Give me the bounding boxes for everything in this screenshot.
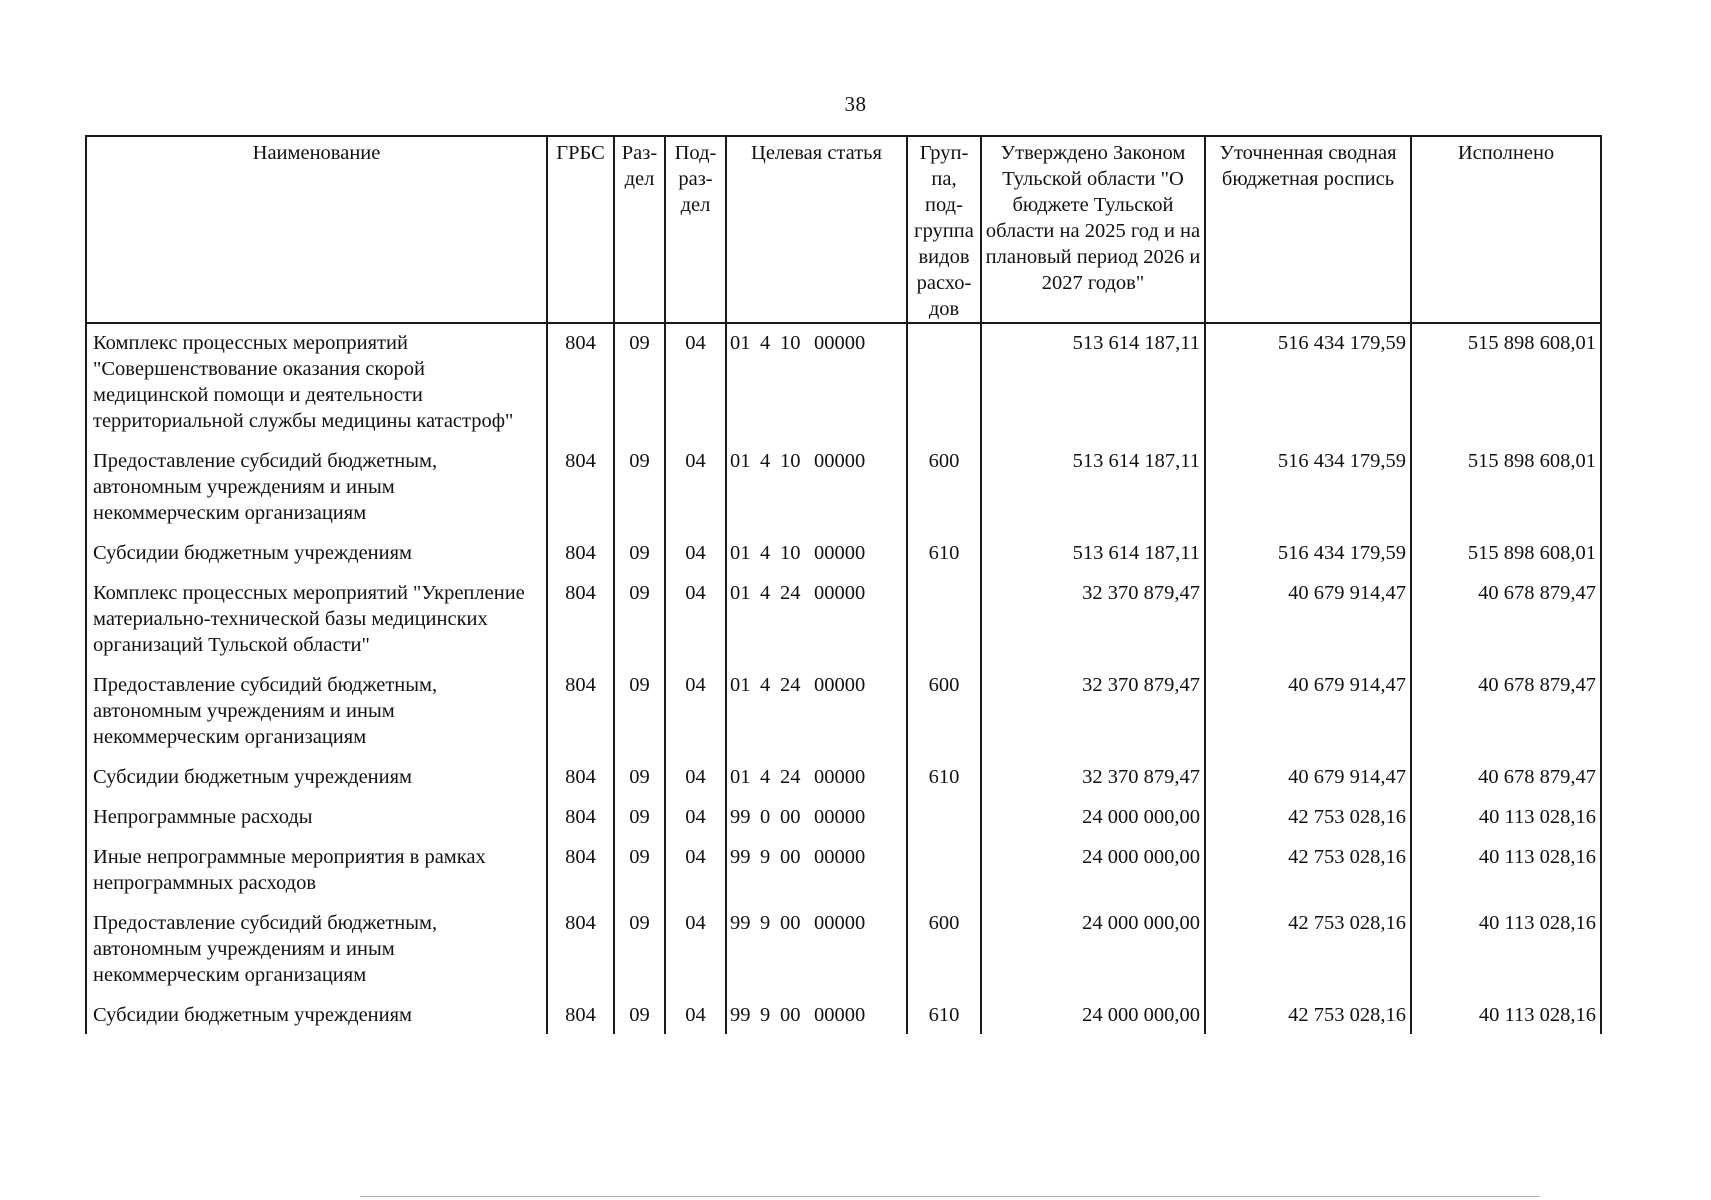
target-article-part-4: 00000 (814, 582, 866, 604)
spacer-cell (86, 750, 547, 764)
spacer-cell (86, 988, 547, 1002)
spacer-cell (1411, 566, 1601, 580)
row-target-article (726, 804, 907, 830)
spacer-cell (547, 526, 614, 540)
table-row (86, 804, 1601, 830)
spacer-cell (981, 750, 1205, 764)
row-razdel: 09 (614, 448, 665, 526)
header-razdel: Раз-дел (614, 136, 665, 323)
table-row (86, 323, 1601, 434)
budget-table (85, 135, 1602, 1034)
spacer-cell (726, 830, 907, 844)
header-refined: Уточненная сводная бюджетная роспись (1205, 136, 1411, 323)
target-article-part-1: 01 (730, 674, 751, 696)
spacer-cell (907, 434, 981, 448)
spacer-cell (1411, 830, 1601, 844)
row-executed: 40 113 028,16 (1411, 910, 1601, 988)
target-article-part-3: 00 (780, 1004, 801, 1026)
target-article-part-3: 10 (780, 450, 801, 472)
spacer-cell (547, 434, 614, 448)
row-podrazdel: 04 (665, 844, 726, 896)
row-executed: 40 113 028,16 (1411, 1002, 1601, 1034)
row-group: 610 (907, 764, 981, 790)
target-article-part-1: 01 (730, 450, 751, 472)
row-spacer (86, 526, 1601, 540)
spacer-cell (614, 988, 665, 1002)
spacer-cell (907, 658, 981, 672)
spacer-cell (726, 896, 907, 910)
table-row (86, 844, 1601, 896)
target-article-part-1: 01 (730, 582, 751, 604)
target-article-parts (730, 764, 904, 790)
spacer-cell (1205, 434, 1411, 448)
row-executed: 40 113 028,16 (1411, 844, 1601, 896)
target-article-part-2: 4 (760, 450, 771, 472)
row-group: 600 (907, 910, 981, 988)
table-row (86, 540, 1601, 566)
row-group (907, 804, 981, 830)
spacer-cell (1411, 658, 1601, 672)
row-target-article (726, 844, 907, 896)
row-executed: 515 898 608,01 (1411, 448, 1601, 526)
spacer-cell (981, 658, 1205, 672)
row-executed: 40 678 879,47 (1411, 580, 1601, 658)
target-article-part-1: 99 (730, 1004, 751, 1026)
row-refined: 42 753 028,16 (1205, 844, 1411, 896)
row-refined: 42 753 028,16 (1205, 1002, 1411, 1034)
spacer-cell (981, 896, 1205, 910)
row-target-article (726, 672, 907, 750)
row-podrazdel: 04 (665, 540, 726, 566)
row-name: Предоставление субсидий бюджетным, автономным учреждениям и иным некоммерческим организациям (86, 672, 547, 750)
row-spacer (86, 566, 1601, 580)
row-approved: 24 000 000,00 (981, 804, 1205, 830)
spacer-cell (1205, 830, 1411, 844)
target-article-part-2: 4 (760, 674, 771, 696)
spacer-cell (86, 830, 547, 844)
target-article-part-3: 00 (780, 806, 801, 828)
header-executed: Исполнено (1411, 136, 1601, 323)
row-razdel: 09 (614, 540, 665, 566)
target-article-parts (730, 580, 904, 606)
spacer-cell (665, 566, 726, 580)
spacer-cell (907, 790, 981, 804)
target-article-part-4: 00000 (814, 332, 866, 354)
spacer-cell (726, 658, 907, 672)
spacer-cell (1205, 658, 1411, 672)
target-article-part-4: 00000 (814, 846, 866, 868)
spacer-cell (726, 526, 907, 540)
row-grbs: 804 (547, 540, 614, 566)
spacer-cell (981, 566, 1205, 580)
row-name: Иные непрограммные мероприятия в рамках непрограммных расходов (86, 844, 547, 896)
spacer-cell (614, 658, 665, 672)
header-approved: Утверждено Законом Тульской области "О бюджете Тульской области на 2025 год и на плановый период 2026 и 2027 годов" (981, 136, 1205, 323)
row-name: Субсидии бюджетным учреждениям (86, 1002, 547, 1034)
row-spacer (86, 896, 1601, 910)
page-number: 38 (844, 92, 867, 116)
row-spacer (86, 750, 1601, 764)
header-group: Груп-па, под-группа видов расхо-дов (907, 136, 981, 323)
row-approved: 513 614 187,11 (981, 448, 1205, 526)
row-razdel: 09 (614, 804, 665, 830)
table-row (86, 448, 1601, 526)
spacer-cell (1205, 750, 1411, 764)
row-group: 600 (907, 672, 981, 750)
row-group: 610 (907, 540, 981, 566)
table-body (86, 323, 1601, 1034)
spacer-cell (614, 896, 665, 910)
spacer-cell (907, 526, 981, 540)
spacer-cell (726, 790, 907, 804)
row-spacer (86, 830, 1601, 844)
row-grbs: 804 (547, 764, 614, 790)
row-approved: 513 614 187,11 (981, 540, 1205, 566)
target-article-part-4: 00000 (814, 542, 866, 564)
spacer-cell (547, 896, 614, 910)
spacer-cell (86, 896, 547, 910)
row-razdel: 09 (614, 764, 665, 790)
spacer-cell (614, 750, 665, 764)
spacer-cell (1411, 896, 1601, 910)
row-grbs: 804 (547, 580, 614, 658)
row-refined: 516 434 179,59 (1205, 540, 1411, 566)
row-target-article (726, 448, 907, 526)
spacer-cell (726, 434, 907, 448)
target-article-part-2: 4 (760, 766, 771, 788)
row-grbs: 804 (547, 448, 614, 526)
row-name: Комплекс процессных мероприятий "Совершенствование оказания скорой медицинской помощи и деятельности территориальной службы медицины катастроф" (86, 323, 547, 434)
spacer-cell (86, 790, 547, 804)
row-refined: 516 434 179,59 (1205, 448, 1411, 526)
target-article-parts (730, 448, 904, 474)
target-article-parts (730, 1002, 904, 1028)
row-razdel: 09 (614, 672, 665, 750)
spacer-cell (1205, 790, 1411, 804)
target-article-part-1: 99 (730, 806, 751, 828)
row-razdel: 09 (614, 323, 665, 434)
row-target-article (726, 580, 907, 658)
row-refined: 516 434 179,59 (1205, 323, 1411, 434)
row-razdel: 09 (614, 844, 665, 896)
header-podrazdel: Под-раз-дел (665, 136, 726, 323)
table-row (86, 580, 1601, 658)
spacer-cell (981, 790, 1205, 804)
row-approved: 24 000 000,00 (981, 1002, 1205, 1034)
row-podrazdel: 04 (665, 804, 726, 830)
row-razdel: 09 (614, 910, 665, 988)
spacer-cell (981, 830, 1205, 844)
spacer-cell (1205, 566, 1411, 580)
spacer-cell (907, 750, 981, 764)
row-razdel: 09 (614, 580, 665, 658)
row-approved: 513 614 187,11 (981, 323, 1205, 434)
spacer-cell (614, 526, 665, 540)
target-article-part-4: 00000 (814, 674, 866, 696)
spacer-cell (665, 896, 726, 910)
row-spacer (86, 434, 1601, 448)
row-target-article (726, 1002, 907, 1034)
row-executed: 515 898 608,01 (1411, 540, 1601, 566)
row-group (907, 844, 981, 896)
spacer-cell (547, 830, 614, 844)
row-target-article (726, 540, 907, 566)
row-approved: 32 370 879,47 (981, 580, 1205, 658)
spacer-cell (665, 658, 726, 672)
row-group (907, 580, 981, 658)
row-razdel: 09 (614, 1002, 665, 1034)
row-podrazdel: 04 (665, 448, 726, 526)
table-row (86, 672, 1601, 750)
row-refined: 40 679 914,47 (1205, 580, 1411, 658)
spacer-cell (614, 830, 665, 844)
row-group: 600 (907, 448, 981, 526)
row-group: 610 (907, 1002, 981, 1034)
target-article-part-1: 99 (730, 846, 751, 868)
table-row (86, 910, 1601, 988)
row-approved: 24 000 000,00 (981, 844, 1205, 896)
spacer-cell (86, 658, 547, 672)
spacer-cell (614, 434, 665, 448)
row-podrazdel: 04 (665, 764, 726, 790)
row-name: Предоставление субсидий бюджетным, автономным учреждениям и иным некоммерческим организациям (86, 448, 547, 526)
spacer-cell (547, 566, 614, 580)
row-spacer (86, 658, 1601, 672)
row-grbs: 804 (547, 910, 614, 988)
spacer-cell (614, 790, 665, 804)
target-article-part-4: 00000 (814, 912, 866, 934)
header-grbs: ГРБС (547, 136, 614, 323)
row-grbs: 804 (547, 323, 614, 434)
row-name: Непрограммные расходы (86, 804, 547, 830)
target-article-part-3: 10 (780, 542, 801, 564)
target-article-part-4: 00000 (814, 1004, 866, 1026)
spacer-cell (981, 434, 1205, 448)
row-refined: 42 753 028,16 (1205, 910, 1411, 988)
spacer-cell (726, 750, 907, 764)
target-article-part-4: 00000 (814, 806, 866, 828)
scan-edge-line (360, 1196, 1540, 1197)
target-article-part-2: 4 (760, 542, 771, 564)
spacer-cell (547, 658, 614, 672)
spacer-cell (86, 566, 547, 580)
target-article-parts (730, 330, 904, 356)
target-article-parts (730, 672, 904, 698)
spacer-cell (547, 790, 614, 804)
spacer-cell (614, 566, 665, 580)
spacer-cell (86, 526, 547, 540)
row-name: Комплекс процессных мероприятий "Укрепление материально-технической базы медицинских организаций Тульской области" (86, 580, 547, 658)
target-article-part-4: 00000 (814, 450, 866, 472)
row-grbs: 804 (547, 1002, 614, 1034)
spacer-cell (1205, 988, 1411, 1002)
spacer-cell (1411, 526, 1601, 540)
spacer-cell (1411, 750, 1601, 764)
header-name: Наименование (86, 136, 547, 323)
spacer-cell (981, 988, 1205, 1002)
target-article-part-3: 24 (780, 582, 801, 604)
row-executed: 515 898 608,01 (1411, 323, 1601, 434)
spacer-cell (665, 434, 726, 448)
spacer-cell (1205, 526, 1411, 540)
spacer-cell (907, 988, 981, 1002)
spacer-cell (1205, 896, 1411, 910)
target-article-part-2: 9 (760, 912, 771, 934)
spacer-cell (1411, 434, 1601, 448)
spacer-cell (665, 830, 726, 844)
target-article-part-2: 9 (760, 846, 771, 868)
row-executed: 40 678 879,47 (1411, 672, 1601, 750)
row-spacer (86, 988, 1601, 1002)
target-article-part-4: 00000 (814, 766, 866, 788)
row-approved: 32 370 879,47 (981, 672, 1205, 750)
target-article-part-2: 4 (760, 582, 771, 604)
row-target-article (726, 764, 907, 790)
row-refined: 42 753 028,16 (1205, 804, 1411, 830)
target-article-part-1: 01 (730, 542, 751, 564)
target-article-part-1: 99 (730, 912, 751, 934)
row-grbs: 804 (547, 672, 614, 750)
row-executed: 40 113 028,16 (1411, 804, 1601, 830)
row-podrazdel: 04 (665, 910, 726, 988)
target-article-part-2: 9 (760, 1004, 771, 1026)
target-article-parts (730, 910, 904, 936)
target-article-part-3: 24 (780, 766, 801, 788)
row-podrazdel: 04 (665, 672, 726, 750)
row-executed: 40 678 879,47 (1411, 764, 1601, 790)
spacer-cell (665, 988, 726, 1002)
target-article-part-3: 00 (780, 846, 801, 868)
table-header-row (86, 136, 1601, 323)
spacer-cell (86, 434, 547, 448)
row-podrazdel: 04 (665, 323, 726, 434)
target-article-part-1: 01 (730, 332, 751, 354)
spacer-cell (665, 750, 726, 764)
row-approved: 32 370 879,47 (981, 764, 1205, 790)
row-spacer (86, 790, 1601, 804)
spacer-cell (907, 830, 981, 844)
header-target: Целевая статья (726, 136, 907, 323)
target-article-part-3: 10 (780, 332, 801, 354)
spacer-cell (1411, 790, 1601, 804)
row-podrazdel: 04 (665, 1002, 726, 1034)
spacer-cell (907, 566, 981, 580)
row-refined: 40 679 914,47 (1205, 764, 1411, 790)
spacer-cell (665, 526, 726, 540)
row-refined: 40 679 914,47 (1205, 672, 1411, 750)
row-approved: 24 000 000,00 (981, 910, 1205, 988)
spacer-cell (907, 896, 981, 910)
row-grbs: 804 (547, 844, 614, 896)
target-article-part-2: 4 (760, 332, 771, 354)
spacer-cell (547, 988, 614, 1002)
target-article-part-3: 00 (780, 912, 801, 934)
spacer-cell (726, 566, 907, 580)
row-target-article (726, 323, 907, 434)
row-name: Субсидии бюджетным учреждениям (86, 764, 547, 790)
row-podrazdel: 04 (665, 580, 726, 658)
spacer-cell (547, 750, 614, 764)
spacer-cell (665, 790, 726, 804)
spacer-cell (981, 526, 1205, 540)
row-target-article (726, 910, 907, 988)
spacer-cell (726, 988, 907, 1002)
target-article-part-2: 0 (760, 806, 771, 828)
spacer-cell (1411, 988, 1601, 1002)
target-article-parts (730, 844, 904, 870)
target-article-parts (730, 540, 904, 566)
row-name: Предоставление субсидий бюджетным, автономным учреждениям и иным некоммерческим организациям (86, 910, 547, 988)
target-article-parts (730, 804, 904, 830)
table-row (86, 1002, 1601, 1034)
row-grbs: 804 (547, 804, 614, 830)
target-article-part-1: 01 (730, 766, 751, 788)
row-name: Субсидии бюджетным учреждениям (86, 540, 547, 566)
table-row (86, 764, 1601, 790)
target-article-part-3: 24 (780, 674, 801, 696)
row-group (907, 323, 981, 434)
